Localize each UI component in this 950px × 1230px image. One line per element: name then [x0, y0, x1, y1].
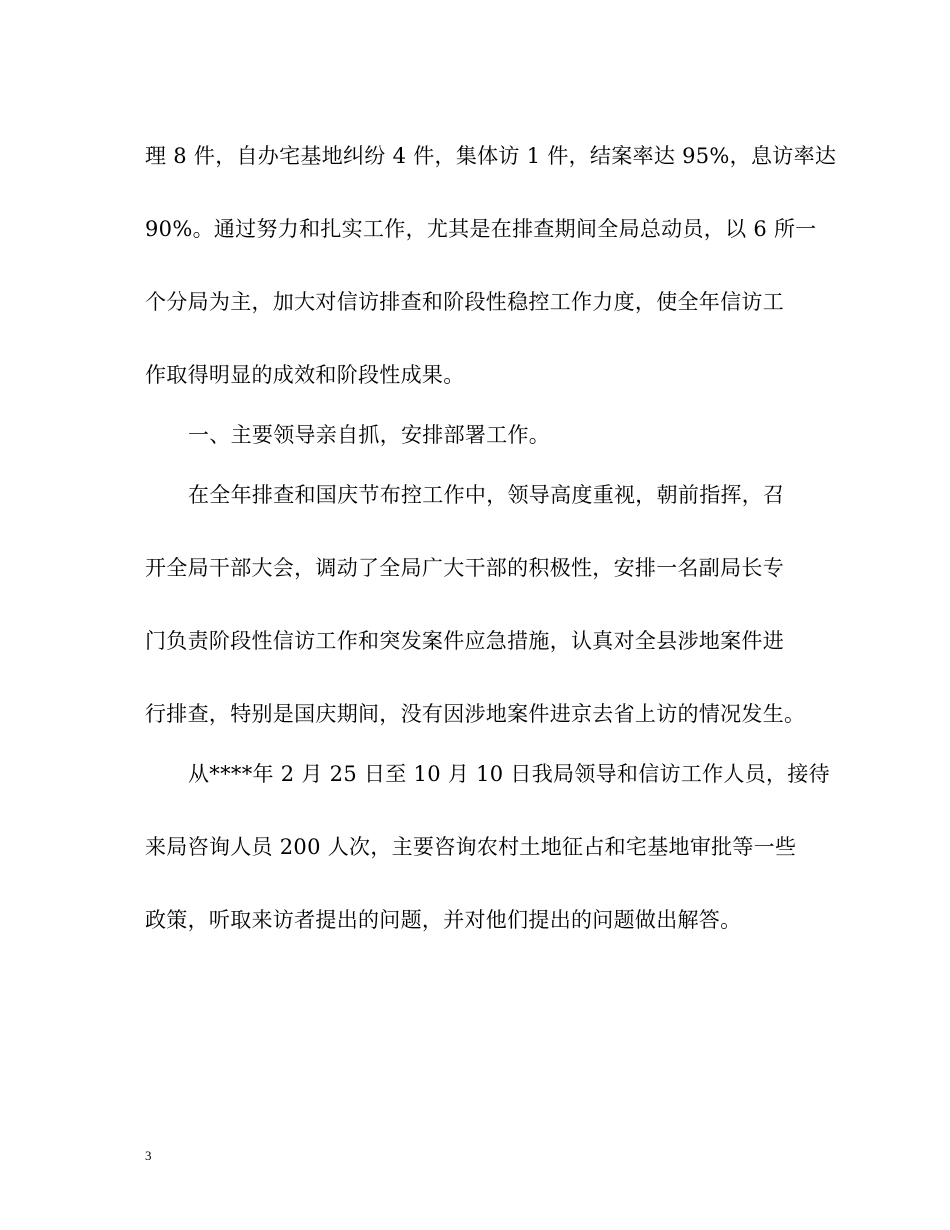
page-number: 3: [145, 1148, 152, 1163]
text-line-12: 政策，听取来访者提出的问题，并对他们提出的问题做出解答。: [145, 908, 742, 932]
text-line-9: 行排查，特别是国庆期间，没有因涉地案件进京去省上访的情况发生。: [145, 702, 806, 726]
text-line-7: 开全局干部大会，调动了全局广大干部的积极性，安排一名副局长专: [145, 556, 784, 580]
section-heading-1: 一、主要领导亲自抓，安排部署工作。: [188, 423, 551, 447]
text-line-8: 门负责阶段性信访工作和突发案件应急措施，认真对全县涉地案件进: [145, 629, 784, 653]
text-line-11: 来局咨询人员 200 人次，主要咨询农村土地征占和宅基地审批等一些: [145, 835, 797, 859]
text-line-3: 个分局为主，加大对信访排查和阶段性稳控工作力度，使全年信访工: [145, 290, 784, 314]
text-line-6: 在全年排查和国庆节布控工作中，领导高度重视，朝前指挥，召: [188, 483, 785, 507]
text-line-2: 90%。通过努力和扎实工作，尤其是在排查期间全局总动员，以 6 所一: [145, 217, 817, 241]
text-line-10: 从****年 2 月 25 日至 10 月 10 日我局领导和信访工作人员，接待: [188, 762, 830, 786]
text-line-1: 理 8 件，自办宅基地纠纷 4 件，集体访 1 件，结案率达 95%，息访率达: [145, 144, 837, 168]
text-line-4: 作取得明显的成效和阶段性成果。: [145, 363, 465, 387]
